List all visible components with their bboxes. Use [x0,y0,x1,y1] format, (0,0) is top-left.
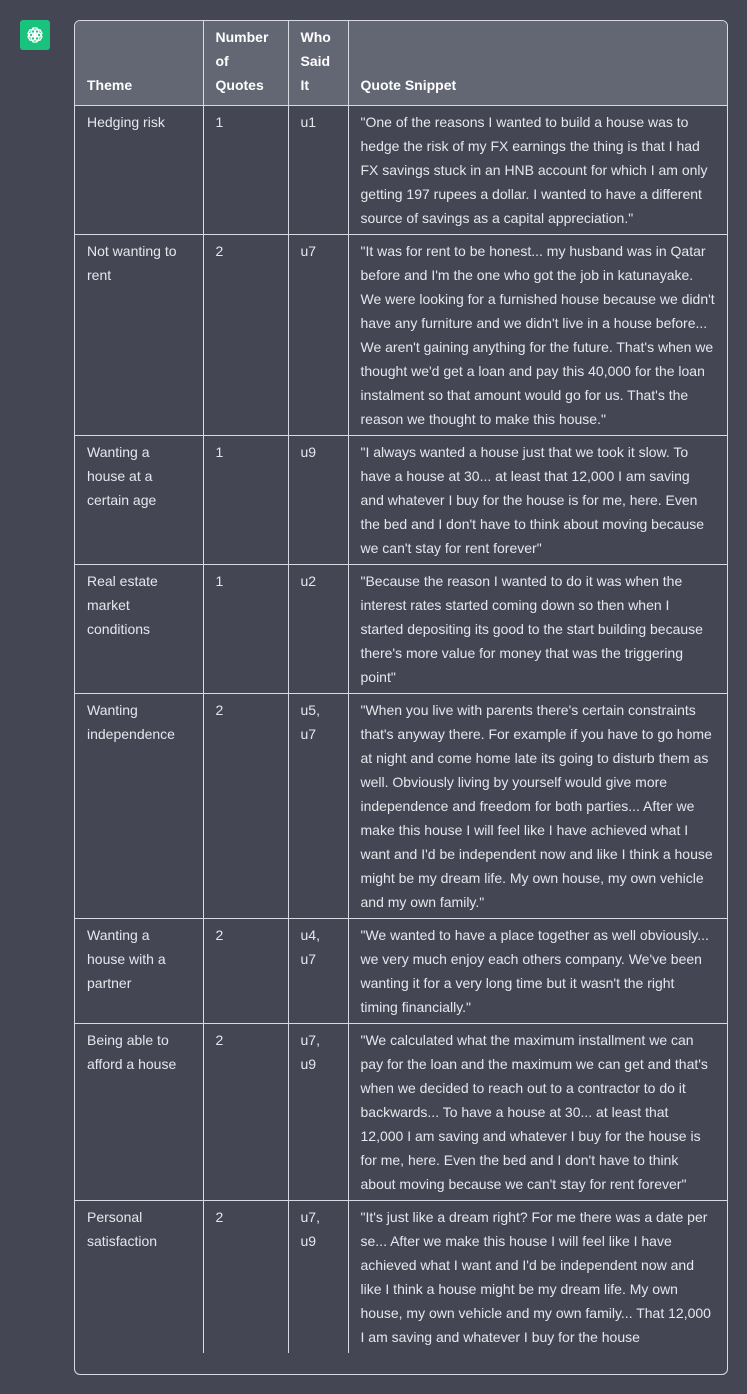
cell-count: 2 [203,694,288,919]
cell-theme: Wanting a house with a partner [75,919,203,1024]
themes-table-container [74,20,728,1375]
table-row [75,235,727,436]
themes-table [75,21,727,1353]
assistant-avatar [20,20,50,50]
cell-quote: "When you live with parents there's certain constraints that's anyway there. For example if you have to go home at night and come home late its going to disturb them as well. Obviously living by yourself would give more independence and freedom for both parties... After we make this house I will feel like I have achieved what I want and I'd be independent now and like I think a house might be my dream life. My own house, my own vehicle and my own family." [348,694,727,919]
table-row [75,1024,727,1201]
cell-quote: "We calculated what the maximum installment we can pay for the loan and the maximum we can get and that's when we decided to reach out to a contractor to do it backwards... To have a house at 30... at least that 12,000 I am saving and whatever I buy for the house is for me, here. Even the bed and I don't have to think about moving because we can't stay for rent forever" [348,1024,727,1201]
table-row [75,565,727,694]
cell-who: u1 [288,106,348,235]
header-who-said-it: Who Said It [288,21,348,106]
cell-theme: Not wanting to rent [75,235,203,436]
cell-quote: "I always wanted a house just that we took it slow. To have a house at 30... at least that 12,000 I am saving and whatever I buy for the house is for me, here. Even the bed and I don't have to think about moving because we can't stay for rent forever" [348,436,727,565]
table-row [75,436,727,565]
cell-count: 1 [203,436,288,565]
cell-count: 1 [203,565,288,694]
cell-who: u7 [288,235,348,436]
cell-who: u2 [288,565,348,694]
table-row [75,694,727,919]
cell-who: u9 [288,436,348,565]
table-row [75,106,727,235]
cell-quote: "It's just like a dream right? For me there was a date per se... After we make this house I will feel like I have achieved what I want and I'd be independent now and like I think a house might be my dream life. My own house, my own vehicle and my own family... That 12,000 I am saving and whatever I buy for the house [348,1201,727,1354]
cell-theme: Real estate market conditions [75,565,203,694]
cell-quote: "We wanted to have a place together as well obviously... we very much enjoy each others company. We've been wanting it for a very long time but it wasn't the right timing financially." [348,919,727,1024]
cell-theme: Hedging risk [87,114,165,130]
cell-theme: Wanting a house at a certain age [75,436,203,565]
cell-count: 2 [203,1201,288,1354]
cell-quote: "One of the reasons I wanted to build a house was to hedge the risk of my FX earnings the thing is that I had FX savings stuck in an HNB account for which I am only getting 197 rupees a dollar. I wanted to have a different source of savings as a capital appreciation." [348,106,727,235]
cell-who: u4, u7 [288,919,348,1024]
cell-who: u5, u7 [288,694,348,919]
cell-count: 1 [203,106,288,235]
cell-count: 2 [203,1024,288,1201]
table-header-row [75,21,727,106]
cell-count: 2 [203,235,288,436]
cell-quote: "It was for rent to be honest... my husband was in Qatar before and I'm the one who got the job in katunayake. We were looking for a furnished house because we didn't have any furniture and we didn't live in a house before... We aren't gaining anything for the future. That's when we thought we'd get a loan and pay this 40,000 for the loan instalment so that amount would go for us. That's the reason we thought to make this house." [348,235,727,436]
cell-quote: "Because the reason I wanted to do it was when the interest rates started coming down so then when I started depositing its good to the start building because there's more value for money that was the triggering point" [348,565,727,694]
header-quote-snippet: Quote Snippet [348,21,727,106]
cell-theme: Being able to afford a house [75,1024,203,1201]
header-theme: Theme [75,21,203,106]
cell-theme: Wanting independence [75,694,203,919]
cell-count: 2 [203,919,288,1024]
table-row [75,919,727,1024]
cell-who: u7, u9 [288,1024,348,1201]
cell-who: u7, u9 [288,1201,348,1354]
table-row [75,1201,727,1354]
openai-logo-icon [24,24,46,46]
header-number-of-quotes: Number of Quotes [203,21,288,106]
cell-theme: Personal satisfaction [75,1201,203,1354]
